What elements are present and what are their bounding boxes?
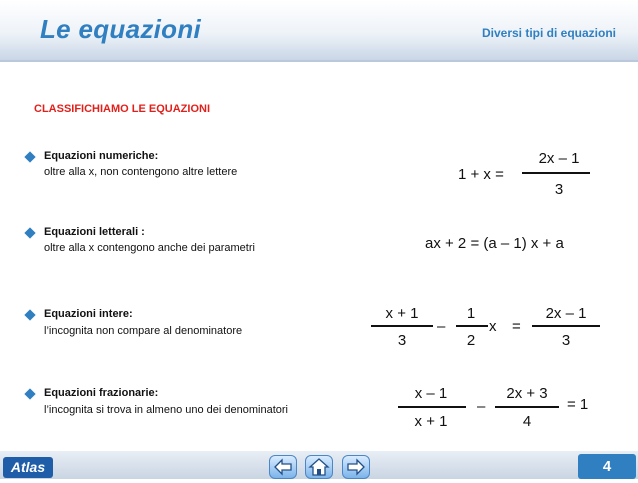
eq3-frac3-bar [532, 325, 600, 327]
eq3-frac2-numerator: 1 [466, 305, 476, 322]
item-desc-frazionarie: l’incognita si trova in almeno uno dei denominatori [44, 404, 288, 416]
eq3-frac3-numerator: 2x – 1 [545, 305, 587, 322]
eq3-frac1-numerator: x + 1 [385, 305, 419, 322]
item-desc-intere: l’incognita non compare al denominatore [44, 325, 243, 337]
eq1-fraction-bar [522, 172, 590, 174]
atlas-logo: Atlas [3, 457, 53, 478]
eq3-frac2-denominator: 2 [466, 332, 476, 349]
home-icon [306, 456, 332, 478]
item-desc-letterali: oltre alla x contengono anche dei parametri [44, 242, 255, 254]
eq3-equals: = [512, 318, 521, 335]
page-number: 4 [578, 454, 636, 479]
eq3-frac2-bar [456, 325, 488, 327]
eq3-frac1-denominator: 3 [397, 332, 407, 349]
page-title: Le equazioni [40, 14, 202, 44]
home-button[interactable] [305, 455, 333, 479]
eq4-frac1-denominator: x + 1 [414, 413, 448, 430]
eq3-minus: – [437, 318, 446, 335]
diamond-bullet-icon [24, 309, 35, 320]
page-subtitle: Diversi tipi di equazioni [481, 26, 616, 40]
eq4-frac1-bar [398, 406, 466, 408]
eq1-numerator: 2x – 1 [538, 150, 580, 167]
next-button[interactable] [342, 455, 370, 479]
eq2-expression: ax + 2 = (a – 1) x + a [425, 235, 564, 252]
eq1-left: 1 + x = [458, 166, 504, 183]
item-title-numeriche: Equazioni numeriche: [44, 150, 159, 162]
arrow-left-icon [270, 456, 296, 478]
eq4-frac2-denominator: 4 [522, 413, 532, 430]
diamond-bullet-icon [24, 227, 35, 238]
eq4-frac1-numerator: x – 1 [414, 385, 448, 402]
arrow-right-icon [343, 456, 369, 478]
eq4-frac2-numerator: 2x + 3 [506, 385, 548, 402]
prev-button[interactable] [269, 455, 297, 479]
header-divider [0, 60, 638, 62]
section-title: CLASSIFICHIAMO LE EQUAZIONI [34, 103, 210, 115]
eq4-rhs: = 1 [567, 396, 589, 413]
eq3-frac1-bar [371, 325, 433, 327]
eq1-denominator: 3 [554, 181, 564, 198]
diamond-bullet-icon [24, 151, 35, 162]
eq3-frac3-denominator: 3 [561, 332, 571, 349]
item-desc-numeriche: oltre alla x, non contengono altre lettere [44, 166, 238, 178]
item-title-intere: Equazioni intere: [44, 308, 133, 320]
item-title-letterali: Equazioni letterali : [44, 226, 145, 238]
eq4-frac2-bar [495, 406, 559, 408]
eq4-minus: – [477, 398, 486, 415]
eq3-x: x [489, 318, 497, 335]
item-title-frazionarie: Equazioni frazionarie: [44, 387, 159, 399]
diamond-bullet-icon [24, 388, 35, 399]
